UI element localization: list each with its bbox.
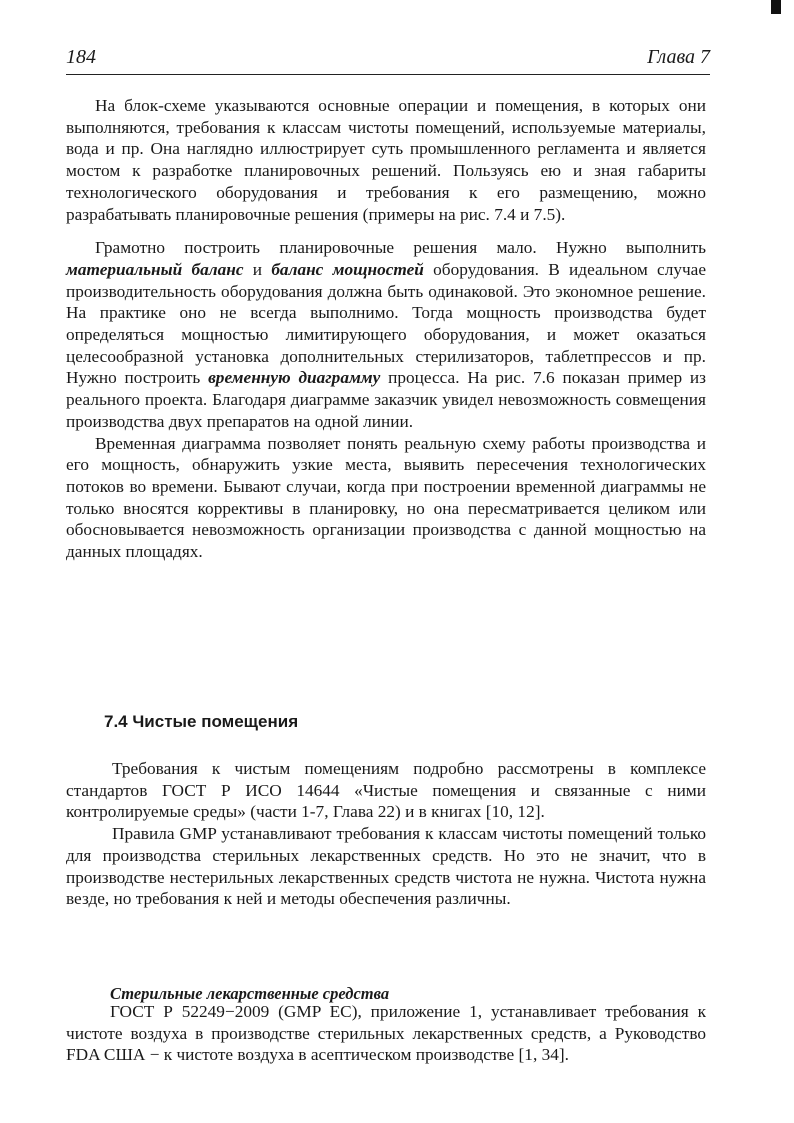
chapter-title: Глава 7: [647, 46, 710, 68]
paragraph-2-part-b: и: [243, 259, 272, 279]
subsection-paragraph-1: ГОСТ Р 52249−2009 (GMP ЕС), приложение 1, устанавливает требования к чистоте воздуха в производстве стерильных лекарственных средств, а Руководство FDA США − к чистоте воздуха в асептическом производстве [1, 34].: [66, 1002, 706, 1065]
emphasis-material-balance: материальный баланс: [66, 259, 244, 279]
subsection-text: [66, 1001, 706, 1066]
paragraph-2-part-a: Грамотно построить планировочные решения мало. Нужно выполнить: [95, 238, 706, 258]
scan-mark: [771, 0, 781, 14]
paragraph-3: Временная диаграмма позволяет понять реальную схему работы производства и его мощность, обнаружить узкие места, выявить пересечения технологических потоков во времени. Бывают случаи, когда при построении временной диаграммы не только вносятся коррективы в планировку, но она пересматривается целиком или обосновывается невозможность организации производства с данной мощностью на данных площадях.: [66, 433, 706, 562]
section-heading: 7.4 Чистые помещения: [104, 712, 299, 731]
section-text: [66, 758, 706, 910]
paragraph-2: [66, 237, 706, 432]
paragraph-2-part-d: процесса. На рис. 7.6 показан пример из реального проекта. Благодаря диаграмме заказчик увидел невозможность совмещения производства двух препаратов на одной линии.: [66, 368, 706, 431]
page-number: 184: [66, 46, 96, 68]
subsection-heading: Стерильные лекарственные средства: [110, 984, 390, 1003]
emphasis-time-diagram: временную диаграмму: [208, 368, 381, 388]
section-paragraph-1: Требования к чистым помещениям подробно рассмотрены в комплексе стандартов ГОСТ Р ИСО 14644 «Чистые помещения и связанные с ними контролируемые среды» (части 1-7, Глава 22) и в книгах [10, 12].: [66, 759, 706, 822]
paragraph-2-part-c: оборудования. В идеальном случае производительность оборудования должна быть одинаковой. Это экономное решение. На практике оно не всегда выполнимо. Тогда мощность производства будет определяться мощностью лимитирующего оборудования, и может оказаться целесообразной установка дополнительных стерилизаторов, таблетпрессов и пр. Нужно построить: [66, 259, 707, 388]
main-text: [66, 95, 706, 563]
paragraph-1: На блок-схеме указываются основные операции и помещения, в которых они выполняются, требования к классам чистоты помещений, используемые материалы, вода и пр. Она наглядно иллюстрирует суть промышленного регламента и является мостом к разработке планировочных решений. Пользуясь ею и зная габариты технологического оборудования и требования к его размещению, можно разрабатывать планировочные решения (примеры на рис. 7.4 и 7.5).: [66, 96, 706, 224]
section-paragraph-2: Правила GMP устанавливают требования к классам чистоты помещений только для производства стерильных лекарственных средств. Но это не значит, что в производстве нестерильных лекарственных средств чистота не нужна. Чистота нужна везде, но требования к ней и методы обеспечения различны.: [66, 824, 706, 909]
emphasis-power-balance: баланс мощностей: [271, 259, 424, 279]
running-header: [66, 44, 710, 75]
